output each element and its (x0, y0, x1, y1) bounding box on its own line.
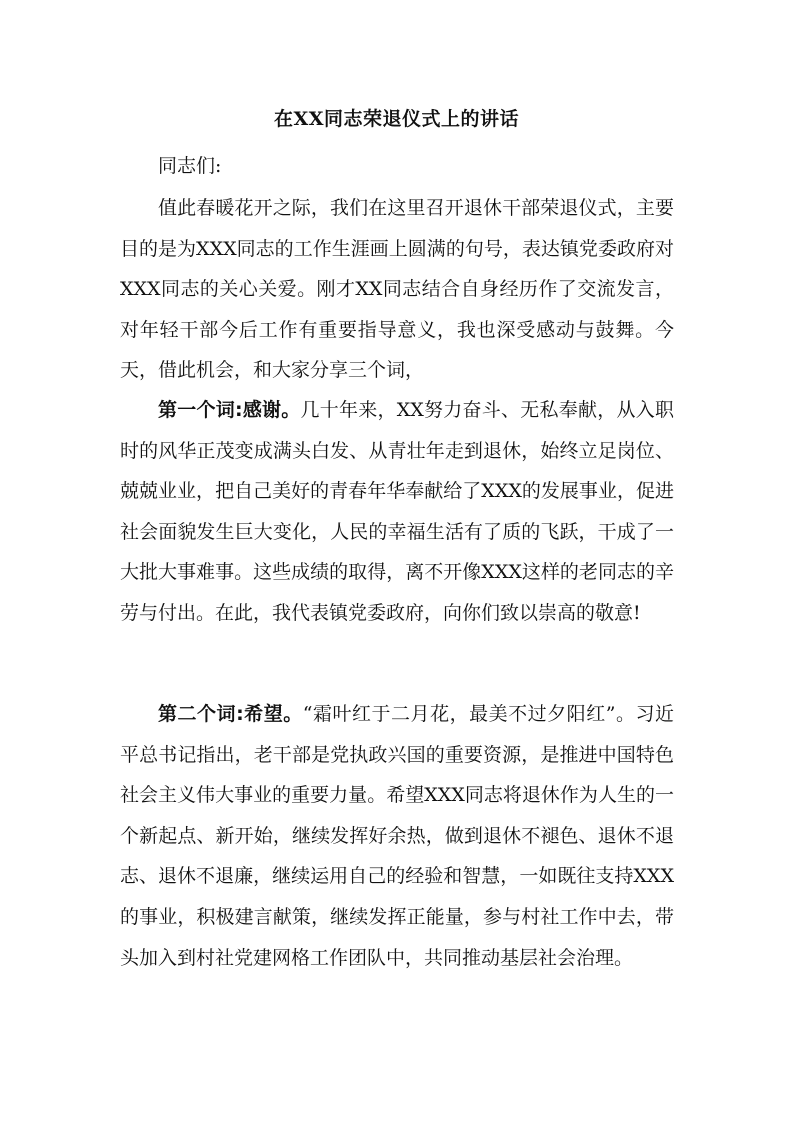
paragraph-1-text (120, 188, 674, 391)
paragraph-2-heading: 第一个词:感谢。 (158, 399, 301, 421)
paragraph-1-body: 值此春暖花开之际，我们在这里召开退休干部荣退仪式，主要目的是为XXX同志的工作生涯画上圆满的句号，表达镇党委政府对XXX同志的关心关爱。刚才XX同志结合自身经历作了交流发言，对年轻干部今后工作有重要指导意义，我也深受感动与鼓舞。今天，借此机会，和大家分享三个词， (120, 197, 674, 382)
paragraph-3-heading: 第二个词:希望。 (158, 703, 303, 725)
paragraph-3-text (120, 694, 674, 978)
paragraph-2-body: 几十年来，XX努力奋斗、无私奉献，从入职时的风华正茂变成满头白发、从青壮年走到退休，始终立足岗位、兢兢业业，把自己美好的青春年华奉献给了XXX的发展事业，促进社会面貌发生巨大变化，人民的幸福生活有了质的飞跃，干成了一大批大事难事。这些成绩的取得，离不开像XXX这样的老同志的辛劳与付出。在此，我代表镇党委政府，向你们致以崇高的敬意! (120, 399, 674, 624)
paragraph-2 (120, 390, 674, 634)
paragraph-3-body: “霜叶红于二月花，最美不过夕阳红”。习近平总书记指出，老干部是党执政兴国的重要资源，是推进中国特色社会主义伟大事业的重要力量。希望XXX同志将退休作为人生的一个新起点、新开始，继续发挥好余热，做到退休不褪色、退休不退志、退休不退廉，继续运用自己的经验和智慧，一如既往支持XXX的事业，积极建言献策，继续发挥正能量，参与村社工作中去，带头加入到村社党建网格工作团队中，共同推动基层社会治理。 (120, 703, 674, 969)
greeting (120, 146, 674, 187)
paragraph-3 (120, 694, 674, 978)
paragraph-2-text (120, 390, 674, 634)
paragraph-1 (120, 188, 674, 391)
document-title: 在XX同志荣退仪式上的讲话 (274, 108, 519, 130)
greeting-text: 同志们: (158, 155, 222, 177)
